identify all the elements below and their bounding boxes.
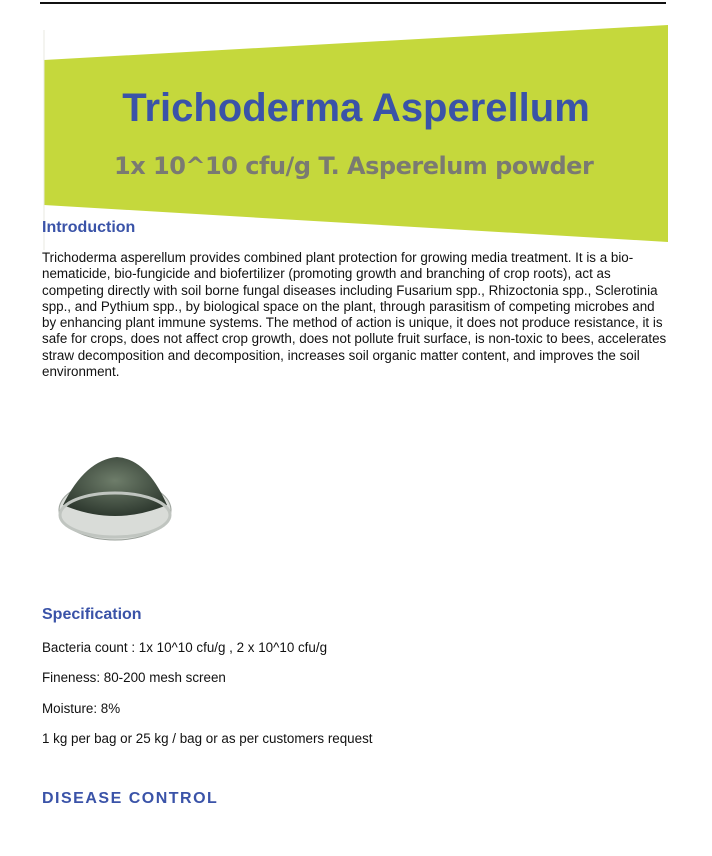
- spec-fineness: Fineness: 80-200 mesh screen: [42, 670, 226, 685]
- product-title: Trichoderma Asperellum: [122, 86, 590, 130]
- spec-packaging: 1 kg per bag or 25 kg / bag or as per customers request: [42, 731, 373, 746]
- disease-control-heading: DISEASE CONTROL: [42, 790, 219, 807]
- spec-bacteria-count: Bacteria count : 1x 10^10 cfu/g , 2 x 10^10 cfu/g: [42, 640, 328, 655]
- introduction-heading: Introduction: [42, 219, 136, 236]
- product-powder-image: [55, 435, 175, 555]
- product-subtitle: 1x 10^10 cfu/g T. Asperelum powder: [114, 152, 594, 180]
- introduction-text: Trichoderma asperellum provides combined plant protection for growing media treatment. It is a bio-nematicide, bio-fungicide and biofertilizer (promoting growth and branching of crop roots), act as competing directly with soil borne fungal diseases including Fusarium spp., Rhizoctonia spp., Sclerotinia spp., and Pythium spp., by biological space on the plant, through parasitism of competing microbes and by enhancing plant immune systems. The method of action is unique, it does not produce resistance, it is safe for crops, does not affect crop growth, does not pollute fruit surface, is non-toxic to bees, accelerates straw decomposition and decomposition, increases soil organic matter content, and improves the soil environment.: [42, 250, 667, 380]
- spec-moisture: Moisture: 8%: [42, 701, 121, 716]
- specification-heading: Specification: [42, 606, 142, 623]
